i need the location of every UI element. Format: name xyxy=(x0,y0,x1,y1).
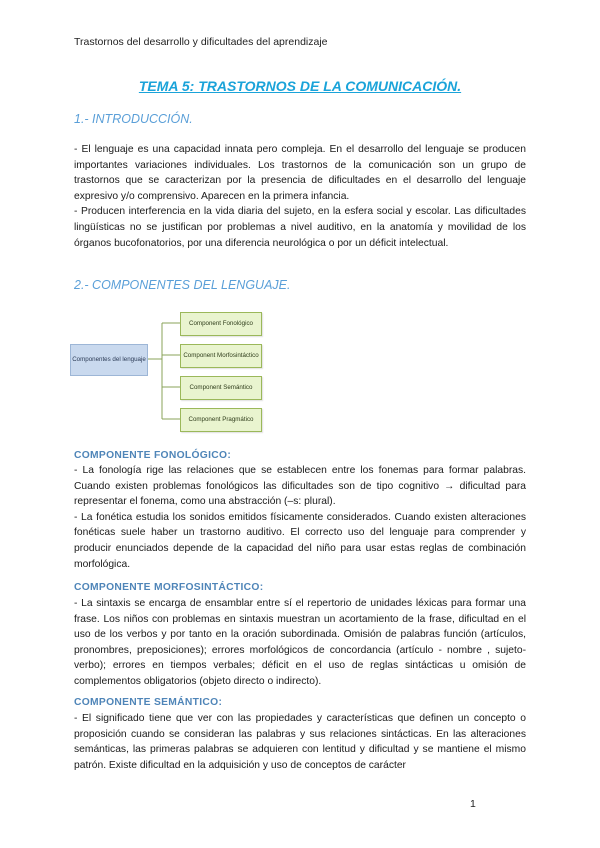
intro-paragraph-1: - El lenguaje es una capacidad innata pero compleja. En el desarrollo del lenguaje se producen importantes variaciones individuales. Los trastornos de la comunicación son un grupo de trastornos que se caracterizan por la presencia de dificultades en el desarrollo del lenguaje expresivo y/o comprensivo. Aparecen en la primera infancia. xyxy=(74,144,526,202)
document-title: TEMA 5: TRASTORNOS DE LA COMUNICACIÓN. xyxy=(138,78,462,94)
fonologico-paragraph-1: - La fonología rige las relaciones que se establecen entre los fonemas para formar palabras. Cuando existen problemas fonológicos las dificultades son de tipo cognitivo → dificultad para representar el fonema, como una abstracción (–s: plural). xyxy=(74,465,526,508)
diagram-node-pragmatico: Component Pragmático xyxy=(180,408,262,432)
section-heading-componentes: 2.- COMPONENTES DEL LENGUAJE. xyxy=(74,278,291,292)
diagram-root-node: Componentes del lenguaje xyxy=(70,344,148,376)
page-number: 1 xyxy=(470,798,476,810)
diagram-node-fonologico: Component Fonológico xyxy=(180,312,262,336)
subheading-fonologico: COMPONENTE FONOLÓGICO: xyxy=(74,450,232,461)
running-header: Trastornos del desarrollo y dificultades del aprendizaje xyxy=(74,36,328,48)
semantico-text xyxy=(74,711,526,773)
diagram-node-morfosintactico: Component Morfosintáctico xyxy=(180,344,262,368)
components-diagram xyxy=(70,308,270,436)
morfosintactico-text xyxy=(74,596,526,690)
diagram-node-semantico: Component Semántico xyxy=(180,376,262,400)
subheading-morfosintactico: COMPONENTE MORFOSINTÁCTICO: xyxy=(74,582,264,593)
fonologico-paragraph-2: - La fonética estudia los sonidos emitidos físicamente considerados. Cuando existen alteraciones fonéticas suele haber un trastorno auditivo. El correcto uso del lenguaje para comprender y producir enunciados depende de la capacidad del niño para usar estas reglas de combinación morfológica. xyxy=(74,511,526,570)
semantico-paragraph-1: - El significado tiene que ver con las propiedades y características que definen un concepto o proposición cuando se consideran las palabras y sus relaciones sintácticas. En las alteraciones semánticas, las primeras palabras se adquieren con lentitud y dificultad y se mantiene el mismo patrón. Existe dificultad en la adquisición y uso de conceptos de carácter xyxy=(74,713,526,771)
morfosintactico-paragraph-1: - La sintaxis se encarga de ensamblar entre sí el repertorio de unidades léxicas para formar una frase. Los niños con problemas en sintaxis muestran un acortamiento de la frase, dificultad en el uso de los verbos y por tanto en la oración subordinada. Omisión de palabras función (artículos, pronombres, preposiciones); errores morfológicos de concordancia (artículo - nombre , sujeto-verbo); errores en tiempos verbales; déficit en el uso de reglas sintácticas u omisión de complementos obligatorios (objeto directo o indirecto). xyxy=(74,598,526,687)
fonologico-text xyxy=(74,463,526,572)
intro-text xyxy=(74,142,526,251)
section-heading-introduccion: 1.- INTRODUCCIÓN. xyxy=(74,112,193,126)
intro-paragraph-2: - Producen interferencia en la vida diaria del sujeto, en la esfera social y escolar. Las dificultades lingüísticas no se justifican por problemas a nivel auditivo, en la anatomía y movilidad de los órganos bucofonatorios, por una diferencia neurológica o por un déficit intelectual. xyxy=(74,206,526,249)
subheading-semantico: COMPONENTE SEMÁNTICO: xyxy=(74,697,223,708)
